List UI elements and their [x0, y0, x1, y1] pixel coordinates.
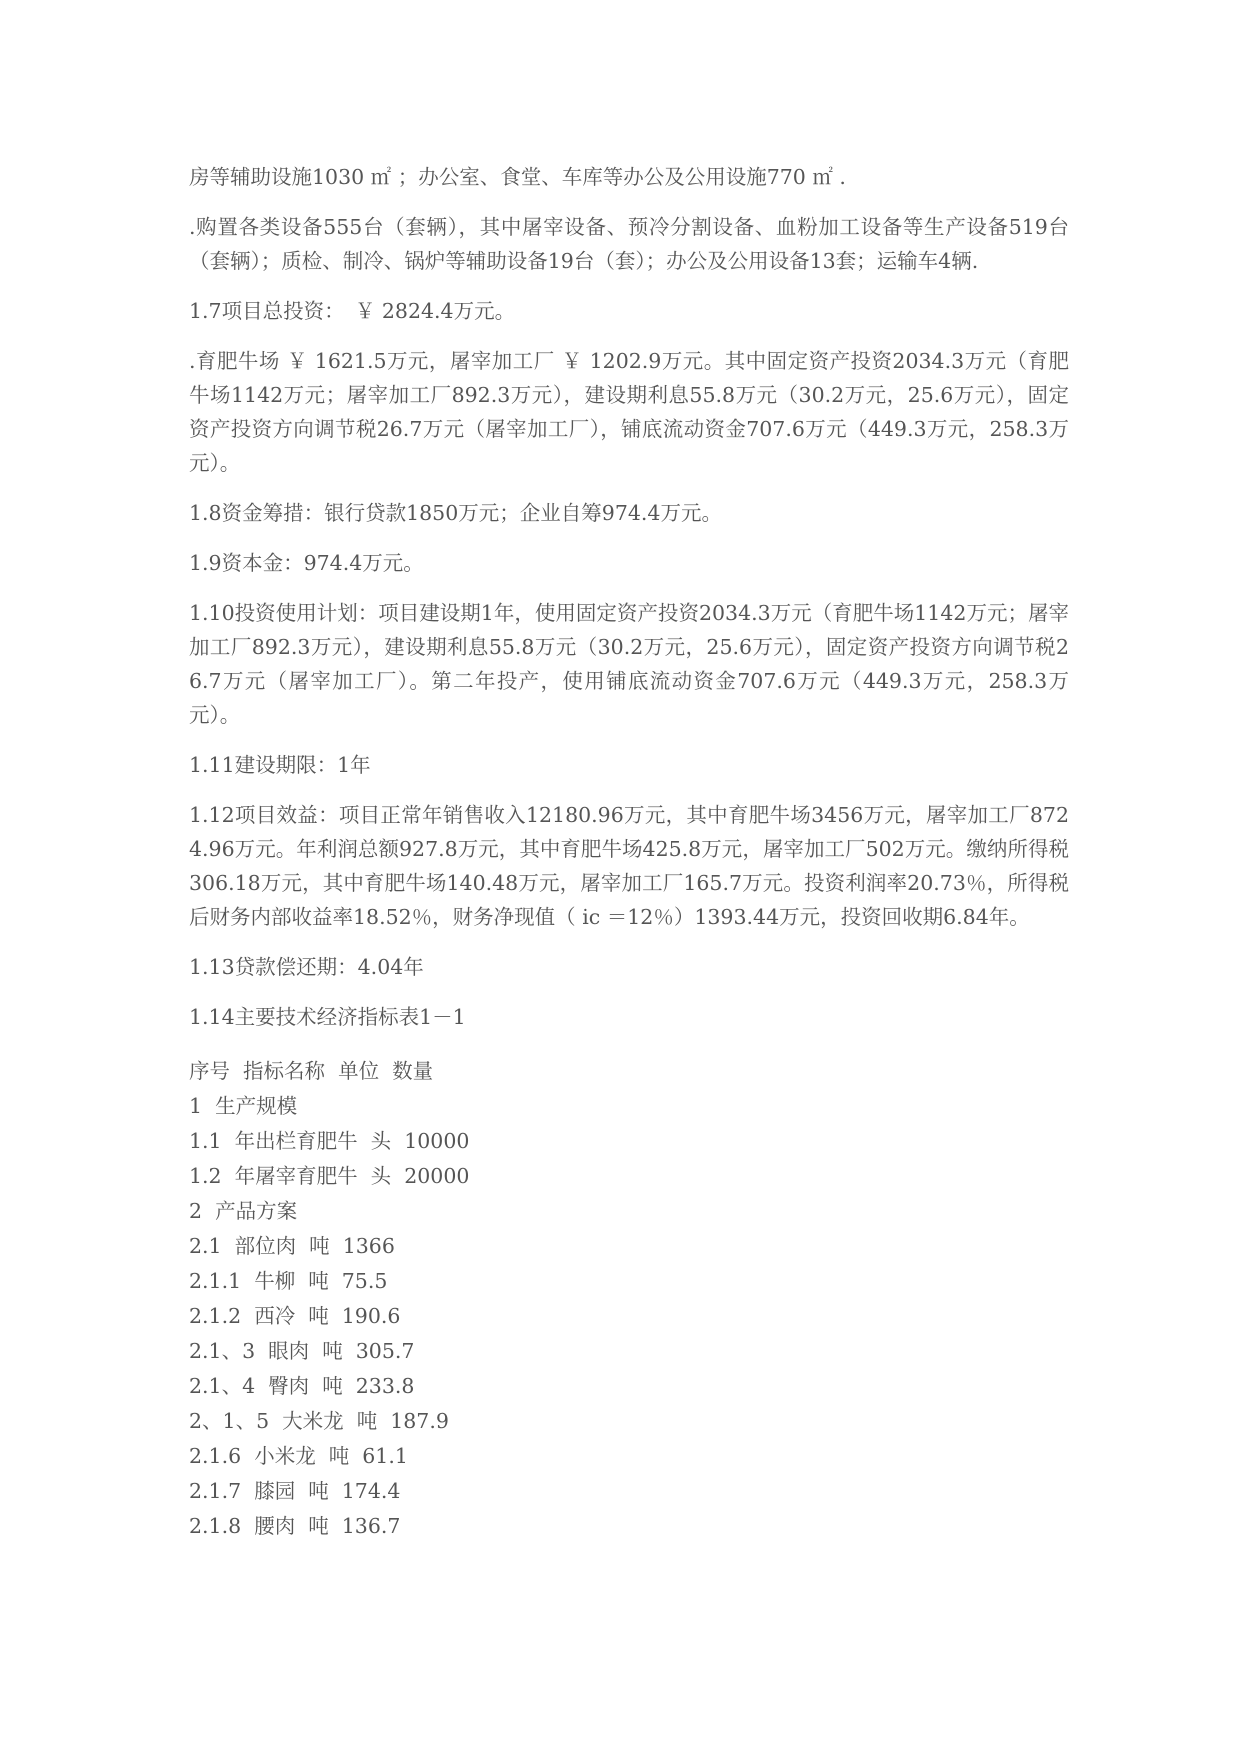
table-row: 1.1 年出栏育肥牛 头 10000 [189, 1129, 470, 1153]
table-row: 2.1.8 腰肉 吨 136.7 [189, 1514, 401, 1538]
table-row: 2.1.1 牛柳 吨 75.5 [189, 1269, 388, 1293]
table-row: 2 产品方案 [189, 1199, 298, 1223]
paragraph-construction-period: 1.11建设期限：1年 [189, 753, 371, 777]
paragraph-total-investment: 1.7项目总投资： ￥ 2824.4万元。 [189, 299, 516, 323]
table-row: 2.1 部位肉 吨 1366 [189, 1234, 395, 1258]
paragraph-facilities: 房等辅助设施1030 ㎡ ；办公室、食堂、车库等办公及公用设施770 ㎡ . [189, 165, 846, 189]
document-page [189, 160, 1069, 1544]
table-row: 2.1、4 臀肉 吨 233.8 [189, 1374, 415, 1398]
paragraph-fund-raising: 1.8资金筹措：银行贷款1850万元；企业自筹974.4万元。 [189, 501, 722, 525]
table-row: 2.1、3 眼肉 吨 305.7 [189, 1339, 415, 1363]
table-row: 1.2 年屠宰育肥牛 头 20000 [189, 1164, 470, 1188]
paragraph-investment-breakdown: .育肥牛场 ￥ 1621.5万元，屠宰加工厂 ￥ 1202.9万元。其中固定资产投资2034.3万元（育肥牛场1142万元；屠宰加工厂892.3万元），建设期利息55.8万元（30.2万元，25.6万元），固定资产投资方向调节税26.7万元（屠宰加工厂），铺底流动资金707.6万元（449.3万元，258.3万元）。 [189, 349, 1069, 475]
indicator-table [189, 1054, 1069, 1544]
paragraph-project-benefits: 1.12项目效益：项目正常年销售收入12180.96万元，其中育肥牛场3456万元，屠宰加工厂8724.96万元。年利润总额927.8万元，其中育肥牛场425.8万元，屠宰加工厂502万元。缴纳所得税306.18万元，其中育肥牛场140.48万元，屠宰加工厂165.7万元。投资利润率20.73％，所得税后财务内部收益率18.52％，财务净现值（ ic ＝12％）1393.44万元，投资回收期6.84年。 [189, 803, 1069, 929]
paragraph-equipment: .购置各类设备555台（套辆），其中屠宰设备、预冷分割设备、血粉加工设备等生产设备519台（套辆）；质检、制冷、锅炉等辅助设备19台（套）；办公及公用设备13套；运输车4辆. [189, 215, 1069, 273]
table-row: 2.1.7 膝园 吨 174.4 [189, 1479, 401, 1503]
paragraph-investment-plan: 1.10投资使用计划：项目建设期1年，使用固定资产投资2034.3万元（育肥牛场1142万元；屠宰加工厂892.3万元），建设期利息55.8万元（30.2万元，25.6万元），固定资产投资方向调节税26.7万元（屠宰加工厂）。第二年投产，使用铺底流动资金707.6万元（449.3万元，258.3万元）。 [189, 601, 1069, 727]
paragraph-capital: 1.9资本金：974.4万元。 [189, 551, 424, 575]
table-row: 2.1.6 小米龙 吨 61.1 [189, 1444, 408, 1468]
table-header-row: 序号 指标名称 单位 数量 [189, 1059, 434, 1083]
paragraph-loan-repayment: 1.13贷款偿还期：4.04年 [189, 955, 424, 979]
table-row: 2.1.2 西冷 吨 190.6 [189, 1304, 401, 1328]
table-row: 2、1、5 大米龙 吨 187.9 [189, 1409, 449, 1433]
paragraph-table-title: 1.14主要技术经济指标表1－1 [189, 1005, 466, 1029]
table-row: 1 生产规模 [189, 1094, 298, 1118]
